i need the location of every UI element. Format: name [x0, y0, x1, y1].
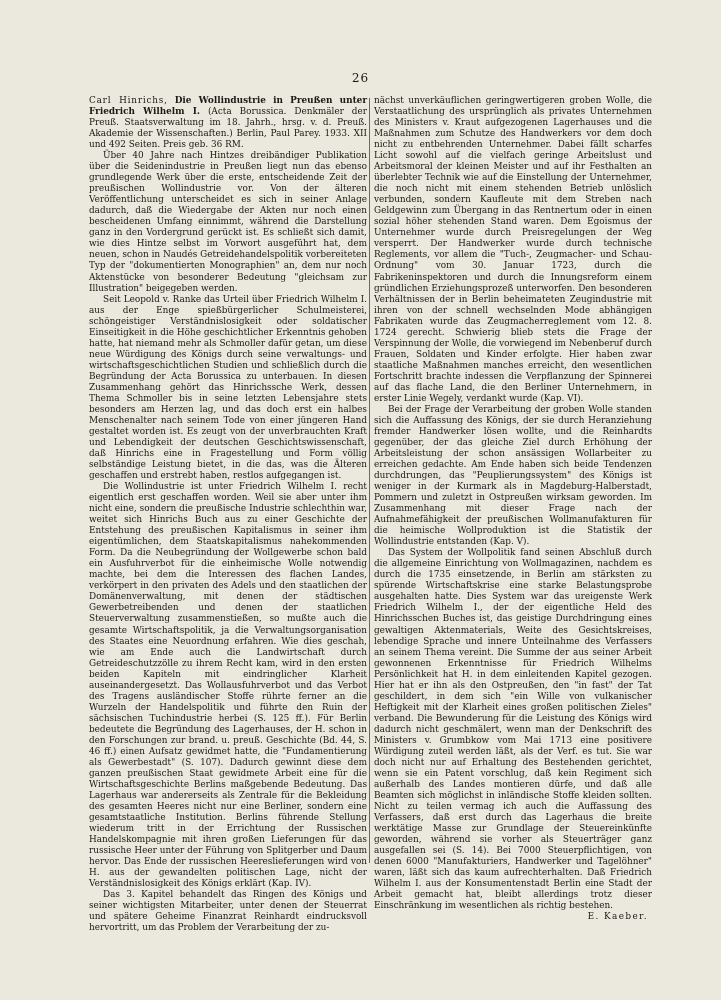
page-number: 26: [351, 71, 370, 85]
paragraph: Über 40 Jahre nach Hintzes dreibändiger Publikation über die Seidenindustrie in Preußen liegt nun das ebenso grundlegende Werk über die erste, entscheidende Zeit der preußischen Wollindustrie vor. Von der älteren Veröffentlichung unterscheidet es sich in seiner Anlage dadurch, daß die Wiedergabe der Akten nur noch einen bescheidenen Umfang einnimmt, während die Darstellung ganz in den Vordergrund gerückt ist. Es schließt sich damit, wie dies Hintze selbst im Vorwort ausgeführt hat, dem neuen, schon in Naudés Getreidehandelspolitik vorbereiteten Typ der "dokumentierten Monographien" an, dem nur noch Aktenstücke von besonderer Bedeutung "gleichsam zur Illustration" beigegeben werden.: [89, 151, 367, 294]
review-header: [89, 96, 367, 151]
paragraph: Seit Leopold v. Ranke das Urteil über Friedrich Wilhelm I. aus der Enge spießbürgerlicher Schulmeisterei, schöngeistiger Verständnislosigkeit oder soldatischer Einseitigkeit in die Höhe geschichtlicher Erkenntnis gehoben hatte, hat niemand mehr als Schmoller dafür getan, um diese neue Würdigung des Königs durch seine verwaltungs- und wirtschaftsgeschichtlichen Studien und schließlich durch die Begründung der Acta Borussica zu unterbauen. In diesen Zusammenhang gehört das Hinrichssche Werk, dessen Thema Schmoller bis in seine letzten Lebensjahre stets besonders am Herzen lag, und das doch erst ein halbes Menschenalter nach seinem Tode von einer jüngeren Hand gestaltet worden ist. Es zeugt von der unverbrauchten Kraft und Lebendigkeit der deutschen Geschichtswissenschaft, daß Hinrichs eine in Fragestellung und Form völlig selbständige Leistung bietet, in die das, was die Älteren geschaffen und erstrebt haben, restlos aufgegangen ist.: [89, 294, 367, 482]
reviewer-signature: E. Kaeber.: [587, 912, 648, 923]
paragraph: Das System der Wollpolitik fand seinen Abschluß durch die allgemeine Einrichtung von Wollmagazinen, nachdem es durch die 1735 einsetzende, in Berlin am stärksten zu spürende Wirtschaftskrise eine starke Belastungsprobe ausgehalten hatte. Dies System war das ureigenste Werk Friedrich Wilhelm I., der der eigentliche Held des Hinrichsschen Buches ist, das geistige Durchdringung eines gewaltigen Aktenmaterials, Weite des Gesichtskreises, lebendige Sprache und innere Unteilnahme des Verfassers an seinem Thema vereint. Die Summe der aus seiner Arbeit gewonnenen Erkenntnisse für Friedrich Wilhelms Persönlichkeit hat H. in dem einleitenden Kapitel gezogen. Hier hat er ihn als den Ostpreußen, den "in fast" der Tat geschildert, in dem sich "ein Wille von vulkanischer Heftigkeit mit der Klarheit eines großen politischen Zieles" verband. Die Bewunderung für die Leistung des Königs wird dadurch nicht geschmälert, wenn man der Denkschrift des Ministers v. Grumbkow vom Mai 1713 eine positivere Würdigung zuteil werden läßt, als der Verf. es tut. Sie war doch nicht nur auf Erhaltung des Bestehenden gerichtet, wenn sie ein Patent vorschlug, daß kein Regiment sich außerhalb des Landes montieren dürfe, und daß alle Beamten sich möglichst in inländische Stoffe kleiden sollten. Nicht zu teilen vermag ich auch die Auffassung des Verfassers, daß erst durch das Lagerhaus die breite werktätige Masse zur Grundlage der Steuereinkünfte geworden, während sie vorher als Steuerträger ganz ausgefallen sei (S. 14). Bei 7000 Steuerpflichtigen, von denen 6000 "Manufakturiers, Handwerker und Tagelöhner" waren, läßt sich das kaum aufrechterhalten. Daß Friedrich Wilhelm I. aus der Konsumentenstadt Berlin eine Stadt der Arbeit gemacht hat, bleibt allerdings trotz dieser Einschränkung im wesentlichen als richtig bestehen.: [374, 548, 652, 912]
paragraph: Bei der Frage der Verarbeitung der groben Wolle standen sich die Auffassung des Königs, der sie durch Heranziehung fremder Handwerker lösen wollte, und die Reinhardts gegenüber, der das gleiche Ziel durch Erhöhung der Arbeitsleistung der schon ansässigen Wollarbeiter zu erreichen gedachte. Am Ende haben sich beide Tendenzen durchdrungen, das "Peuplierungssystem" des Königs ist weniger in der Kurmark als in Magdeburg-Halberstadt, Pommern und zuletzt in Ostpreußen wirksam geworden. Im Zusammenhang mit dieser Frage nach der Aufnahmefähigkeit der preußischen Wollmanufakturen für die heimische Wollproduktion ist die Statistik der Wollindustrie entstanden (Kap. V).: [374, 404, 652, 548]
review-title: Die Wollindustrie in Preußen unter Friedrich Wilhelm I.: [89, 96, 367, 118]
paragraph: Die Wollindustrie ist unter Friedrich Wilhelm I. recht eigentlich erst geschaffen worden. Weil sie aber unter ihm nicht eine, sondern die preußische Industrie schlechthin war, weitet sich Hinrichs Buch aus zu einer Geschichte der Entstehung des preußischen Kapitalismus in seiner ihm eigentümlichen, dem Staatskapitalismus nahekommenden Form. Da die Neubegründung der Wollgewerbe schon bald ein Ausfuhrverbot für die einheimische Wolle notwendig machte, bei dem die Interessen des flachen Landes, verkörpert in den privaten des Adels und den staatlichen der Domänenverwaltung, mit denen der städtischen Gewerbetreibenden und denen der staatlichen Steuerverwaltung zusammenstießen, so mußte auch die gesamte Wirtschaftspolitik, ja die Verwaltungsorganisation des Staates eine Neuordnung erfahren. Wie dies geschah, wie am Ende auch die Landwirtschaft durch Getreideschutzzölle zu ihrem Recht kam, wird in den ersten beiden Kapiteln mit eindringlicher Klarheit auseinandergesetzt. Das Wollausfuhrverbot und das Verbot des Tragens ausländischer Stoffe rührte ferner an die Wurzeln der Handelspolitik und führte den Ruin der sächsischen Tuchindustrie herbei (S. 125 ff.). Für Berlin bedeutete die Begründung des Lagerhauses, der H. schon in den Forschungen zur brand. u. preuß. Geschichte (Bd. 44, S. 46 ff.) einen Aufsatz gewidmet hatte, die "Fundamentierung als Gewerbestadt" (S. 107). Dadurch gewinnt diese dem ganzen preußischen Staat gewidmete Arbeit eine für die Wirtschaftsgeschichte Berlins maßgebende Bedeutung. Das Lagerhaus war andererseits als Zentrale für die Bekleidung des gesamten Heeres nicht nur eine Berliner, sondern eine gesamtstaatliche Institution. Berlins führende Stellung wiederum tritt in der Errichtung der Russischen Handelskompagnie mit ihren großen Lieferungen für das russische Heer unter der Führung von Splitgerber und Daum hervor. Das Ende der russischen Heereslieferungen wird von H. aus der gewandelten politischen Lage, nicht der Verständnislosigkeit des Königs erklärt (Kap. IV).: [89, 482, 367, 890]
review-source: (Acta Borussica. Denkmäler der Preuß. Staatsverwaltung im 18. Jahrh., hrsg. v. d. Preuß. Akademie der Wissenschaften.) Berlin, Paul Parey. 1933. XII und 492 Seiten. Preis geb. 36 RM.: [89, 107, 367, 151]
paragraph: nächst unverkäuflichen geringwertigeren groben Wolle, die Verstaatlichung des ursprünglich als privates Unternehmen des Ministers v. Kraut aufgezogenen Lagerhauses und die Maßnahmen zum Schutze des Handwerkers vor dem doch nicht zu entbehrenden Unternehmer. Dabei fällt scharfes Licht sowohl auf die vielfach geringe Arbeitslust und Arbeitsmoral der kleinen Meister und auf ihr Festhalten an überlebter Technik wie auf die Einstellung der Unternehmer, die noch nicht mit einem stehenden Betrieb unlöslich verbunden, sondern Kaufleute mit dem Streben nach Geldgewinn zum Übergang in das Rentnertum oder in einen sozial höher stehenden Stand waren. Dem Egoismus der Unternehmer wurde durch Preisregelungen der Weg versperrt. Der Handwerker wurde durch technische Reglements, vor allem die "Tuch-, Zeugmacher- und Schau-Ordnung" vom 30. Januar 1723, durch die Fabrikeninspektoren und durch die Innungsreform einem gründlichen Erziehungsprozeß unterworfen. Den besonderen Verhältnissen der in Berlin beheimateten Zeugindustrie mit ihren von der schnell wechselnden Mode abhängigen Fabrikaten wurde das Zeugmacherreglement vom 12. 8. 1724 gerecht. Schwierig blieb stets die Frage der Verspinnung der Wolle, die vorwiegend im Nebenberuf durch Frauen, Soldaten und Kinder erfolgte. Hier haben zwar staatliche Maßnahmen manches erreicht, den wesentlichen Fortschritt brachte indessen die Verpflanzung der Spinnerei auf das flache Land, die den Berliner Unternehmern, in erster Linie Wegely, verdankt wurde (Kap. VI).: [374, 96, 652, 404]
left-column: [89, 96, 367, 934]
column-divider: [369, 98, 370, 863]
right-column: [374, 96, 652, 923]
paragraph: Das 3. Kapitel behandelt das Ringen des Königs und seiner wichtigsten Mitarbeiter, unter denen der Steuerrat und spätere Geheime Finanzrat Reinhardt eindrucksvoll hervortritt, um das Problem der Verarbeitung der zu-: [89, 890, 367, 934]
review-author: Carl Hinrichs,: [89, 96, 168, 106]
